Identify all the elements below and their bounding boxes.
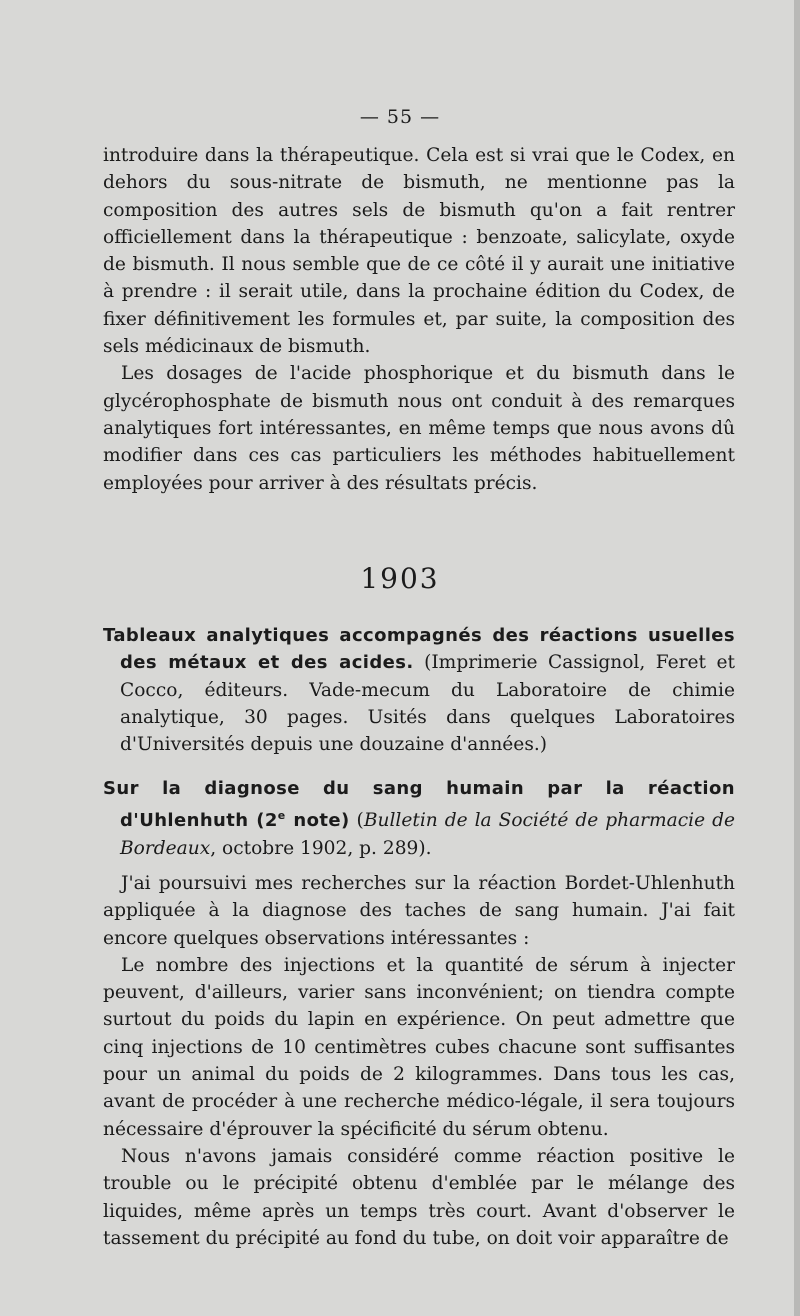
bibliography-entry-1	[103, 622, 735, 758]
intro-paragraph-2: Les dosages de l'acide phosphorique et du bismuth dans le glycérophosphate de bismuth nous ont conduit à des remarques analytiques fort intéressantes, en même temps que nous avons dû modifier dans ces cas particuliers les méthodes habituellement employées pour arriver à des résultats précis.	[103, 363, 735, 494]
body-paragraph-3: Nous n'avons jamais considéré comme réaction positive le trouble ou le précipité obtenu d'emblée par le mélange des liquides, même après un temps très court. Avant d'observer le tassement du précipité au fond du tube, on doit voir apparaître de	[103, 1145, 735, 1249]
year-heading: 1903	[360, 562, 440, 595]
entry-2-open-paren: (	[349, 810, 364, 832]
intro-text	[103, 142, 735, 497]
entry-1-title: Tableaux analytiques accompagnés des réactions usuelles des métaux et des acides.	[103, 625, 735, 674]
entry-1-details: (Imprimerie Cassignol, Feret et Cocco, éditeurs. Vade-mecum du Laboratoire de chimie analytique, 30 pages. Usités dans quelques Laboratoires d'Universités depuis une douzaine d'années.)	[120, 652, 735, 756]
body-paragraph-2: Le nombre des injections et la quantité de sérum à injecter peuvent, d'ailleurs, varier sans inconvénient; on tiendra compte surtout du poids du lapin en expérience. On peut admettre que cinq injections de 10 centimètres cubes chacune sont suffisantes pour un animal du poids de 2 kilogrammes. Dans tous les cas, avant de procéder à une recherche médico-légale, il sera toujours nécessaire d'éprouver la spécificité du sérum obtenu.	[103, 954, 735, 1140]
entry-2-title-end: note)	[285, 810, 350, 832]
entry-2-title: Sur la diagnose du sang humain par la réaction d'Uhlenhuth (2	[103, 778, 735, 832]
entry-2-body	[103, 870, 735, 1252]
page-edge	[794, 0, 800, 1316]
intro-paragraph-1: introduire dans la thérapeutique. Cela est si vrai que le Codex, en dehors du sous-nitrate de bismuth, ne mentionne pas la composition des autres sels de bismuth qu'on a fait rentrer officiellement dans la thérapeutique : benzoate, salicylate, oxyde de bismuth. Il nous semble que de ce côté il y aurait une initiative à prendre : il serait utile, dans la prochaine édition du Codex, de fixer définitivement les formules et, par suite, la composition des sels médicinaux de bismuth.	[103, 145, 735, 358]
page-number: — 55 —	[359, 106, 441, 128]
bibliography-entry-2	[103, 775, 735, 862]
body-paragraph-1: J'ai poursuivi mes recherches sur la réaction Bordet-Uhlenhuth appliquée à la diagnose des taches de sang humain. J'ai fait encore quelques observations intéressantes :	[103, 873, 735, 949]
entry-2-title-superscript: e	[277, 809, 286, 823]
entry-2-journal: Bulletin de la Société de pharmacie de Bordeaux	[120, 810, 736, 859]
entry-2-details: , octobre 1902, p. 289).	[210, 837, 432, 859]
